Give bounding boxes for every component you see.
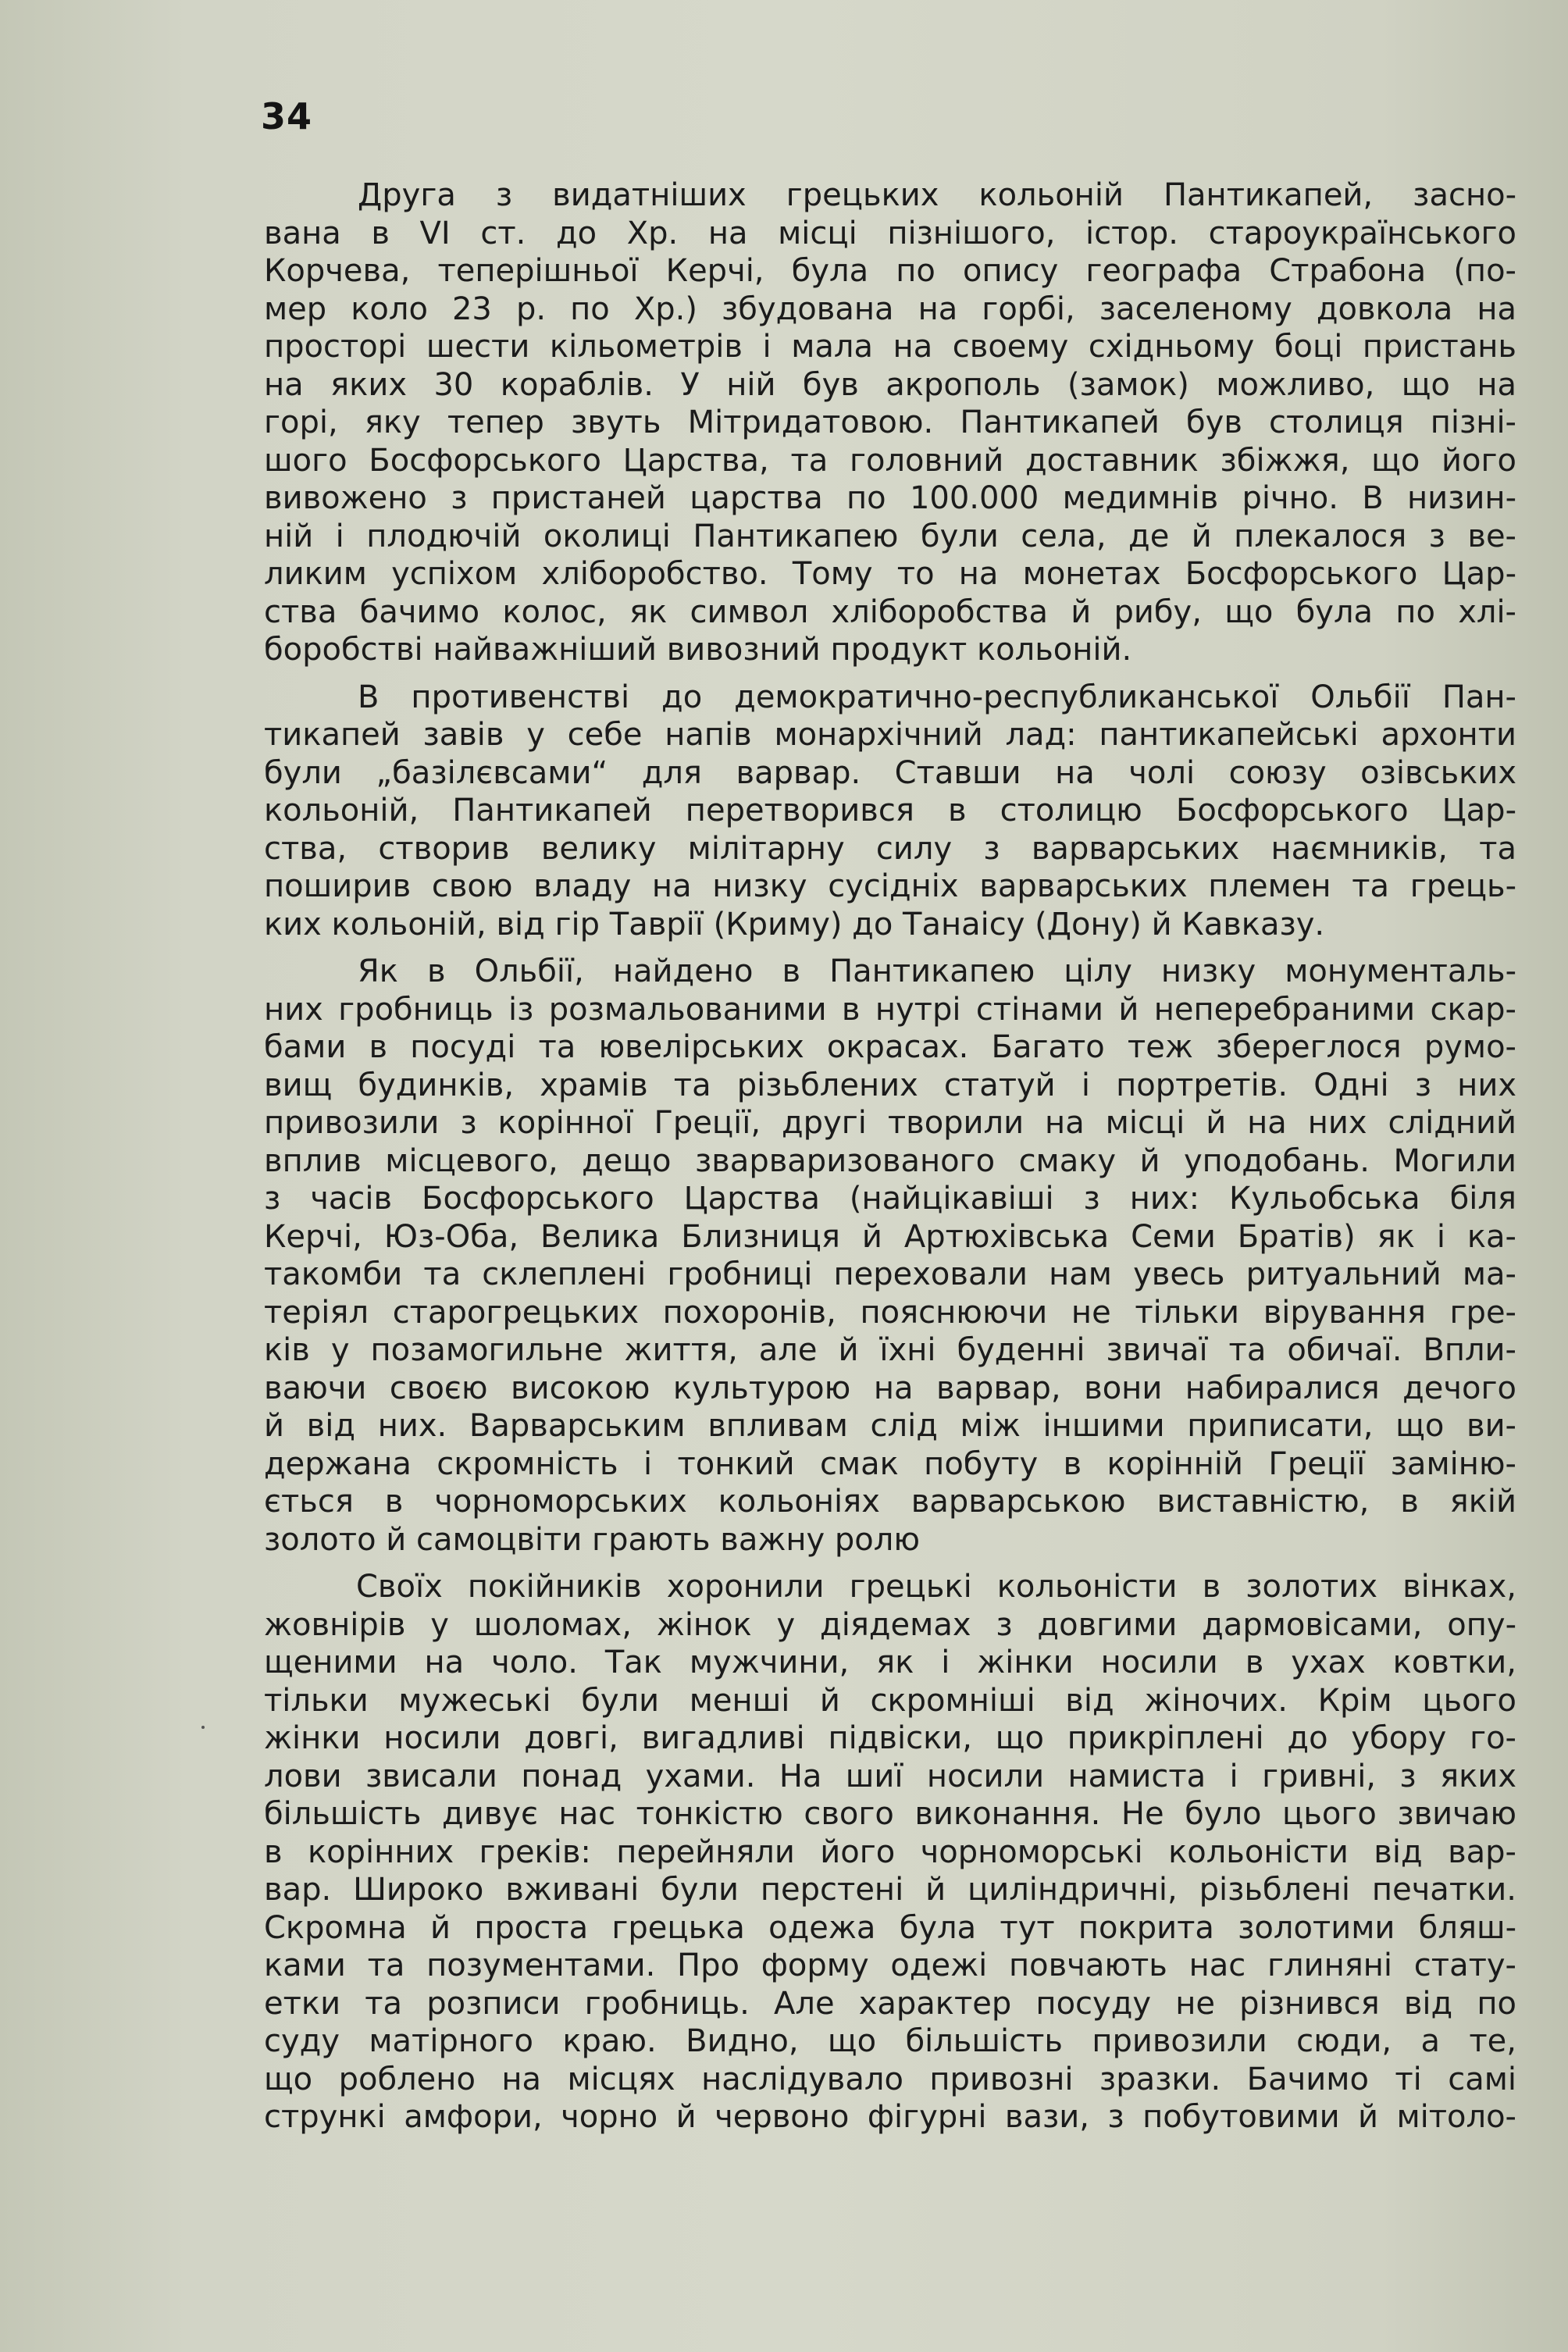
- text-line: золото й самоцвіти грають важну ролю: [264, 1521, 920, 1558]
- text-line: суду матірного краю. Видно, що більшість привозили сюди, а те,: [264, 2023, 1516, 2059]
- text-line: тикапей завів у себе напів монархічний лад: пантикапейські архонти: [264, 717, 1516, 753]
- text-line: ваючи своєю високою культурою на варвар, вони набиралися дечого: [264, 1370, 1516, 1406]
- text-line: жовнірів у шоломах, жінок у діядемах з довгими дармовісами, опу-: [264, 1606, 1516, 1643]
- text-line: мер коло 23 р. по Хр.) збудована на горбі, заселеному довкола на: [264, 290, 1516, 327]
- paragraph-2: [264, 679, 1516, 944]
- paragraph-3: [264, 953, 1516, 1559]
- text-line: що роблено на місцях наслідувало привозні зразки. Бачимо ті самі: [264, 2061, 1516, 2097]
- text-line: держана скромність і тонкий смак побуту в корінній Греції заміню-: [264, 1445, 1516, 1482]
- text-line: в корінних греків: перейняли його чорноморські кольоністи від вар-: [264, 1833, 1516, 1870]
- text-line: ства, створив велику мілітарну силу з варварських наємників, та: [264, 830, 1516, 867]
- scan-speck: [201, 1726, 205, 1729]
- text-line: з часів Босфорського Царства (найцікавіші з них: Кульобська біля: [264, 1181, 1516, 1217]
- text-line: такомби та склеплені гробниці переховали нам увесь ритуальний ма-: [264, 1256, 1516, 1292]
- text-line: боробстві найважніший вивозний продукт кольоній.: [264, 632, 1132, 668]
- paragraph-1: [264, 176, 1516, 669]
- text-line: жінки носили довгі, вигадливі підвіски, що прикріплені до убору го-: [264, 1720, 1516, 1756]
- text-line: ких кольоній, від гір Таврії (Криму) до Танаісу (Дону) й Кавказу.: [264, 906, 1325, 943]
- text-line: Корчева, теперішньої Керчі, була по опису географа Страбона (по-: [264, 253, 1516, 289]
- text-line: привозили з корінної Греції, другі творили на місці й на них слідний: [264, 1105, 1516, 1141]
- text-line: поширив свою владу на низку сусідніх варварських племен та грець-: [264, 868, 1516, 904]
- text-line: вар. Широко вживані були перстені й циліндричні, різьблені печатки.: [264, 1872, 1516, 1908]
- text-line: вплив місцевого, дещо зварваризованого смаку й уподобань. Могили: [264, 1142, 1516, 1179]
- text-line: були „базілєвсами“ для варвар. Ставши на чолі союзу озівських: [264, 754, 1516, 791]
- text-line: бами в посуді та ювелірських окрасах. Багато теж збереглося румо-: [264, 1029, 1516, 1065]
- text-line: В противенстві до демократично-республиканської Ольбії Пан-: [358, 679, 1516, 715]
- text-line: горі, яку тепер звуть Мітридатовою. Пантикапей був столиця пізні-: [264, 404, 1516, 440]
- text-line: ликим успіхом хліборобство. Тому то на монетах Босфорського Цар-: [264, 556, 1516, 592]
- text-line: просторі шести кільометрів і мала на своему східньому боці пристань: [264, 329, 1516, 365]
- text-line: кольоній, Пантикапей перетворився в столицю Босфорського Цар-: [264, 793, 1516, 829]
- text-line: щеними на чоло. Так мужчини, як і жінки носили в ухах ковтки,: [264, 1645, 1516, 1680]
- text-line: Друга з видатніших грецьких кольоній Пантикапей, засно-: [358, 177, 1516, 213]
- text-line: на яких 30 кораблів. У ній був акрополь (замок) можливо, що на: [264, 366, 1516, 403]
- text-line: ства бачимо колос, як символ хліборобства й рибу, що була по хлі-: [264, 593, 1516, 630]
- text-line: них гробниць із розмальованими в нутрі стінами й неперебраними скар-: [264, 991, 1516, 1028]
- paragraph-gap: [264, 1559, 1516, 1568]
- text-line: етки та розписи гробниць. Але характер посуду не різнився від по: [264, 1985, 1516, 2022]
- text-line: Скромна й проста грецька одежа була тут покрита золотими бляш-: [264, 1909, 1516, 1946]
- text-line: шого Босфорського Царства, та головний доставник збіжжя, що його: [264, 442, 1516, 479]
- text-line: тільки мужеські були менші й скромніші від жіночих. Крім цього: [264, 1682, 1516, 1719]
- text-line: ків у позамогильне життя, але й їхні буденні звичаї та обичаї. Впли-: [264, 1332, 1516, 1368]
- page-number: 34: [261, 95, 313, 137]
- text-line: ній і плодючій околиці Пантикапею були села, де й плекалося з ве-: [264, 518, 1516, 554]
- text-line: більшість дивує нас тонкістю свого виконання. Не було цього звичаю: [264, 1796, 1516, 1832]
- text-line: Своїх покійників хоронили грецькі кольоністи в золотих вінках,: [356, 1569, 1516, 1605]
- text-line: вана в VI ст. до Хр. на місці пізнішого, істор. староукраїнського: [264, 215, 1516, 251]
- text-line: Як в Ольбії, найдено в Пантикапею цілу низку монументаль-: [358, 953, 1516, 989]
- paragraph-4: [264, 1568, 1516, 2136]
- text-line: лови звисали понад ухами. На шиї носили намиста і гривні, з яких: [264, 1758, 1516, 1794]
- text-line: Керчі, Юз-Оба, Велика Близниця й Артюхівська Семи Братів) як і ка-: [264, 1218, 1516, 1255]
- text-line: ками та позументами. Про форму одежі повчають нас глиняні стату-: [264, 1948, 1516, 1983]
- text-line: вивожено з пристаней царства по 100.000 медимнів річно. В низин-: [264, 480, 1516, 516]
- text-line: ється в чорноморських кольоніях варварською виставністю, в якій: [264, 1484, 1516, 1520]
- body-text: [264, 176, 1516, 2136]
- paragraph-gap: [264, 669, 1516, 679]
- text-line: теріял старогрецьких похоронів, пояснюючи не тільки вірування гре-: [264, 1294, 1516, 1331]
- paragraph-gap: [264, 943, 1516, 953]
- text-line: вищ будинків, храмів та різьблених статуй і портретів. Одні з них: [264, 1067, 1516, 1103]
- text-line: стрункі амфори, чорно й червоно фігурні вази, з побутовими й мітоло-: [264, 2099, 1516, 2135]
- text-line: й від них. Варварським впливам слід між іншими приписати, що ви-: [264, 1408, 1516, 1444]
